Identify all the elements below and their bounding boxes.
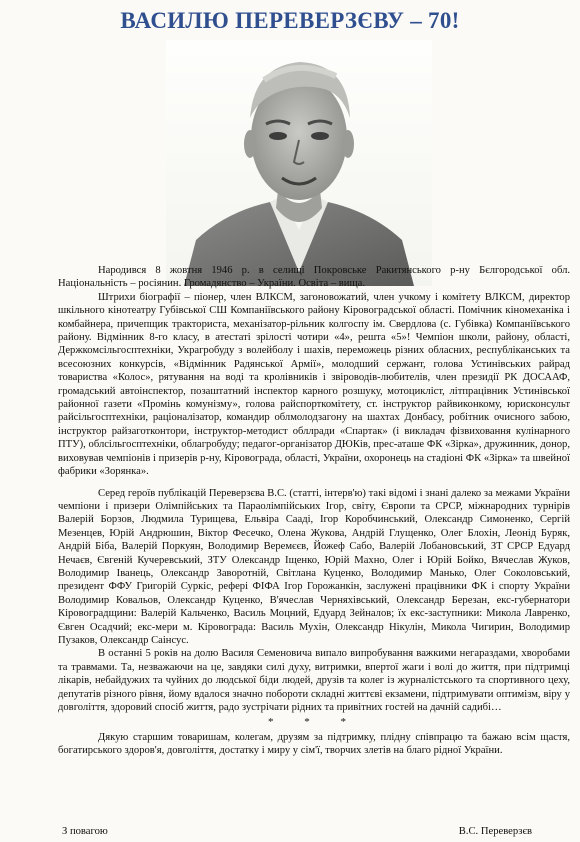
page-title: ВАСИЛЮ ПЕРЕВЕРЗЄВУ – 70! (120, 8, 460, 33)
separator-asterisks: * * * (268, 716, 360, 729)
article-body (58, 264, 570, 758)
portrait-photo (166, 40, 432, 286)
paragraph-thanks: Дякую старшим товаришам, колегам, друзям за підтримку, плідну співпрацю та бажаю всім щастя, богатирського здоров'я, довголіття, достатку і миру у сім'ї, творчих злетів на благо рідної України. (58, 731, 570, 757)
paragraph-birth: Народився 8 жовтня 1946 р. в селищі Покровське Ракитянського р-ну Бєлгородської обл. Національність – росіянин. Громадянство – України. Освіта – вища. (58, 265, 570, 290)
paragraph-publications: Серед героїв публікацій Переверзєва В.С. (статті, інтерв'ю) такі відомі і знані далеко за межами України чемпіони і призери Олімпійських та Параолімпійських Ігор, світу, Європи та СРСР, міжнародних турнірів Валерій Борзов, Людмила Турищева, Ельвіра Сааді, Ігор Коробчинський, Олександр Симоненко, Сергій Мезенцев, Юрій Андрюшин, Віктор Фесечко, Олена Жукова, Андрій Глущенко, Олег Блохін, Леонід Буряк, Андрій Біба, Валерій Поркуян, Володимир Веремєєв, Йожеф Сабо, Валерій Лобановський, ЗТ СРСР Едуард Нечаєв, Євгеній Кучеревський, ЗТУ Олександр Іщенко, Юрій Махно, Олег і Юрій Бойко, Вячеслав Жуков, Володимир Іванець, Олександр Заворотній, Світлана Куценко, Володимир Манько, Олег Соколовський, президент ФФУ Григорій Суркіс, рефері ФІФА Ігор Горожанкін, заслужені працівники ФК і спорту України Володимир Ковальов, Олександр Куценко, В'ячеслав Черняхівський, Олександр Березан, екс-губернатори Кіровоградщини: Валерій Кальченко, Василь Моцний, Едуард Зейналов; їх екс-заступники: Микола Лавренко, Євген Осадчий; екс-мери м. Кіровограда: Василь Мухін, Олександр Нікулін, Микола Чигирин, Володимир Пузаков, Олександр Саінсус. (58, 487, 570, 646)
paragraph-biography: Штрихи біографії – піонер, член ВЛКСМ, загоновожатий, член учкому і комітету ВЛКСМ, директор шкільного кінотеатру Губівської СШ Компаніївського району Кіровоградської області. Помічник кіномеханіка і комбайнера, причепщик тракториста, механізатор-рільник колгоспу ім. Свердлова (с. Губівка) Компаніївського району. Відмінник 8-го класу, в атестаті зрілості чотири «4», решта «5»! Чемпіон школи, району, області, Держкомсільгосптехніки, Украгробуду з волейболу і шахів, переможець різних обласних, республіканських та всесоюзних конкурсів, «Відмінник Радянської Армії», молодший сержант, голова Устинівських райрад товариства «Колос», рятування на воді та кролівників і звіроводів-любителів, член президії РК ДОСААФ, громадський автоінспектор, позаштатний інспектор карного розшуку, мотоцикліст, літпрацівник Устинівської районної газети «Промінь комунізму», голова райспорткомітету, ст. інструктор райвиконкому, юрисконсульт райсільгосптехніки, раціоналізатор, командир облмолодзагону на шахтах Донбасу, робітник очисного забою, інструктор райзаготконтори, інструктор-методист обллради «Спартак» (і викладач фізвиховання кулінарного ПТУ), облсільгосптехніки, облагробуду; педагог-організатор ДЮКів, прес-аташе ФК «Зірка», дружинник, донор, виховував чемпіонів і призерів р-ну, Кіровограда, області, України, охоронець на стадіоні ФК «Зірка» та швейної фабрики «Зорянка». (58, 291, 570, 478)
signature-line (58, 826, 570, 837)
paragraph-recent-years: В останні 5 років на долю Василя Семеновича випало випробування важкими негараздами, хворобами та травмами. Та, незважаючи на це, завдяки силі духу, витримки, впертої жаги і волі до життя, при підтримці лікарів, небайдужих та чуйних до людської біди людей, друзів та колег із журналістського та спортивного цеху, депутатів різного рівня, йому вдалося значно побороти складні життєві екзамени, підтримувати оптимізм, віру у довголіття, здоровий спосіб життя, радо зустрічати рідних та привітних гостей на дачній садибі… (58, 648, 570, 713)
author-signature: В.С. Переверзєв (458, 826, 532, 837)
closing-text: З повагою (62, 826, 108, 837)
